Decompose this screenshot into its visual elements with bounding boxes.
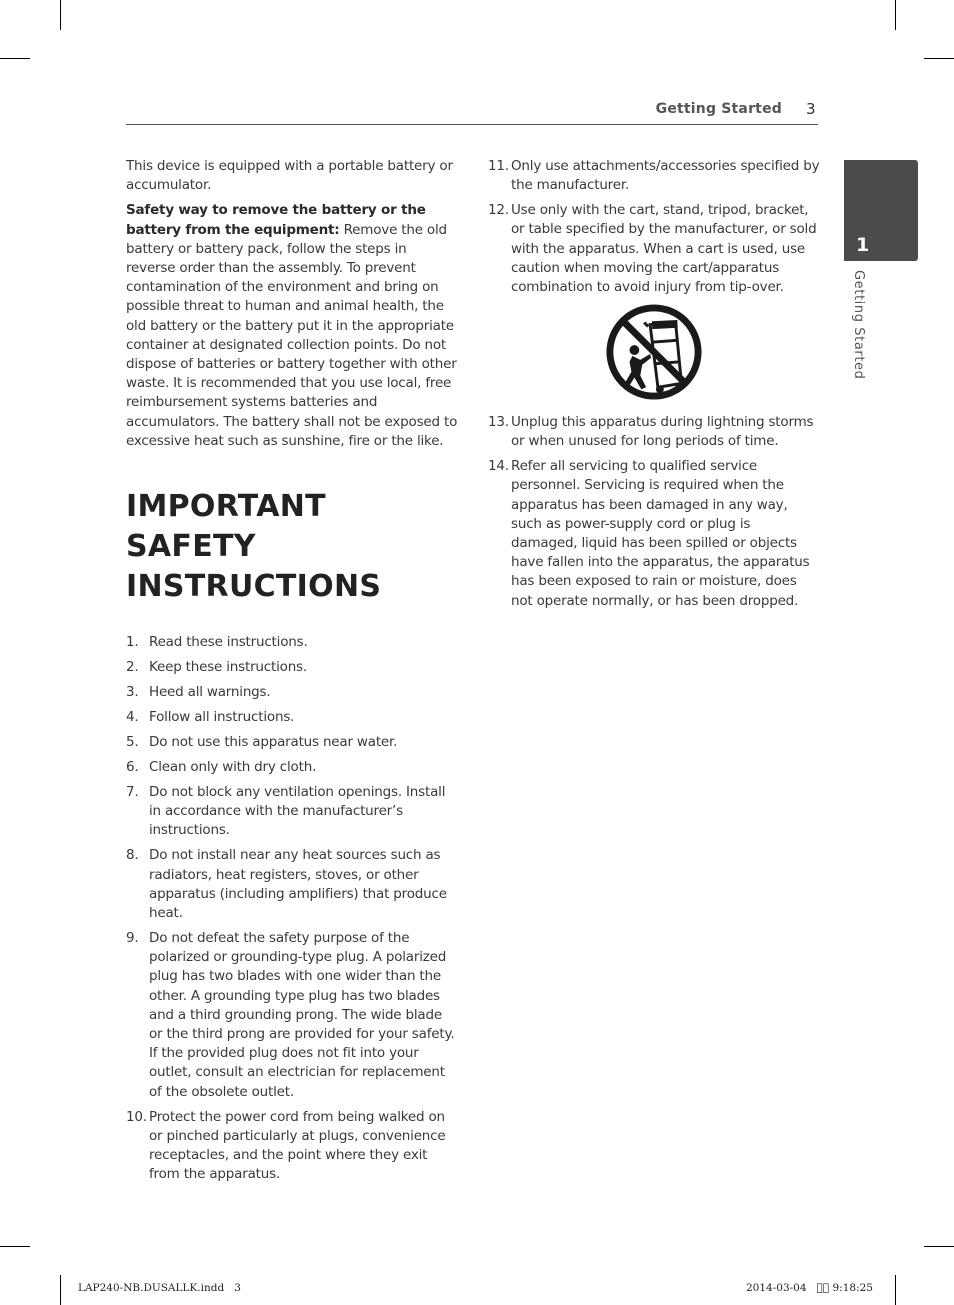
item-number: 6.	[126, 759, 139, 776]
item-number: 7.	[126, 784, 139, 801]
list-item	[126, 633, 458, 652]
battery-removal-heading: Safety way to remove the battery or the battery from the equipment:	[126, 202, 426, 238]
item-text: Protect the power cord from being walked on or pinched particularly at plugs, convenience receptacles, and the point where they exit from the apparatus.	[149, 1108, 446, 1183]
list-item	[488, 457, 820, 611]
item-text: Do not block any ventilation openings. Install in accordance with the manufacturer’s instructions.	[149, 784, 446, 839]
running-header-title: Getting Started	[655, 101, 782, 117]
item-text: Only use attachments/accessories specified by the manufacturer.	[511, 158, 820, 194]
battery-removal-paragraph	[126, 201, 458, 451]
crop-mark	[60, 0, 61, 30]
item-text: Refer all servicing to qualified service personnel. Servicing is required when the apparatus has been damaged in any way, such as power-supply cord or plug is damaged, liquid has been spilled or objects have fallen into the apparatus, the apparatus has been exposed to rain or moisture, does not operate normally, or has been dropped.	[511, 458, 810, 609]
list-item	[126, 733, 458, 752]
crop-mark	[0, 1246, 30, 1247]
chapter-tab	[844, 160, 918, 261]
item-text: Keep these instructions.	[149, 659, 307, 676]
list-item	[126, 1108, 458, 1185]
list-item	[126, 708, 458, 727]
crop-mark	[895, 1275, 896, 1305]
list-item	[488, 157, 820, 195]
crop-mark	[60, 1275, 61, 1305]
section-title: IMPORTANT SAFETY INSTRUCTIONS	[126, 489, 382, 605]
crop-mark	[895, 0, 896, 30]
item-text: Heed all warnings.	[149, 684, 271, 701]
crop-mark	[0, 58, 30, 59]
chapter-number: 1	[856, 234, 870, 256]
crop-mark	[924, 1246, 954, 1247]
crop-mark	[924, 58, 954, 59]
item-number: 11.	[488, 158, 509, 174]
item-number: 3.	[126, 684, 139, 701]
right-column	[488, 157, 820, 617]
footer-file-name: LAP240-NB.DUSALLK.indd 3	[78, 1282, 241, 1294]
item-text: Follow all instructions.	[149, 709, 295, 726]
item-text: Do not defeat the safety purpose of the polarized or grounding-type plug. A polarized plug has two blades with one wider than the other. A grounding type plug has two blades and a third grounding prong. The wide blade or the third prong are provided for your safety. If the provided plug does not fit into your outlet, consult an electrician for replacement of the obsolete outlet.	[149, 930, 455, 1100]
item-number: 2.	[126, 659, 139, 676]
item-number: 5.	[126, 734, 139, 751]
left-column	[126, 157, 458, 1190]
item-number: 12.	[488, 202, 509, 219]
cart-tip-over-warning-icon	[605, 303, 703, 401]
battery-removal-text: Remove the old battery or battery pack, follow the steps in reverse order than the assembly. To prevent contamination of the environment and bring on possible threat to human and animal health, the old battery or the battery put it in the appropriate container at designated collection points. Do not dispose of batteries or battery together with other waste. It is recommended that you use local, free reimbursement systems batteries and accumulators. The battery shall not be exposed to excessive heat such as sunshine, fire or the like.	[126, 221, 458, 449]
item-number: 14.	[488, 458, 509, 475]
header-rule	[126, 124, 818, 125]
instructions-list-right-continued	[488, 413, 820, 611]
list-item	[126, 758, 458, 777]
list-item	[488, 201, 820, 297]
chapter-label: Getting Started	[851, 270, 866, 380]
item-text: Do not install near any heat sources such as radiators, heat registers, stoves, or other apparatus (including amplifiers) that produce heat.	[149, 847, 447, 922]
cart-warning-figure	[488, 303, 820, 401]
item-number: 8.	[126, 847, 139, 864]
item-text: Read these instructions.	[149, 634, 308, 651]
item-text: Use only with the cart, stand, tripod, bracket, or table specified by the manufacturer, or sold with the apparatus. When a cart is used, use caution when moving the cart/apparatus combination to avoid injury from tip-over.	[511, 202, 817, 296]
instructions-list-left	[126, 633, 458, 1184]
list-item	[488, 413, 820, 451]
instructions-list-right	[488, 157, 820, 297]
page-number: 3	[806, 100, 816, 118]
item-text: Unplug this apparatus during lightning storms or when unused for long periods of time.	[511, 414, 814, 450]
item-number: 10.	[126, 1108, 147, 1125]
item-number: 9.	[126, 930, 139, 947]
item-text: Do not use this apparatus near water.	[149, 734, 398, 751]
item-number: 1.	[126, 634, 139, 651]
list-item	[126, 658, 458, 677]
list-item	[126, 683, 458, 702]
list-item	[126, 846, 458, 923]
footer-timestamp: 2014-03-04 ￿￿ 9:18:25	[746, 1282, 873, 1294]
battery-intro: This device is equipped with a portable battery or accumulator.	[126, 158, 453, 194]
item-text: Clean only with dry cloth.	[149, 759, 317, 776]
list-item	[126, 783, 458, 841]
item-number: 4.	[126, 709, 139, 726]
list-item	[126, 929, 458, 1102]
item-number: 13.	[488, 414, 509, 431]
